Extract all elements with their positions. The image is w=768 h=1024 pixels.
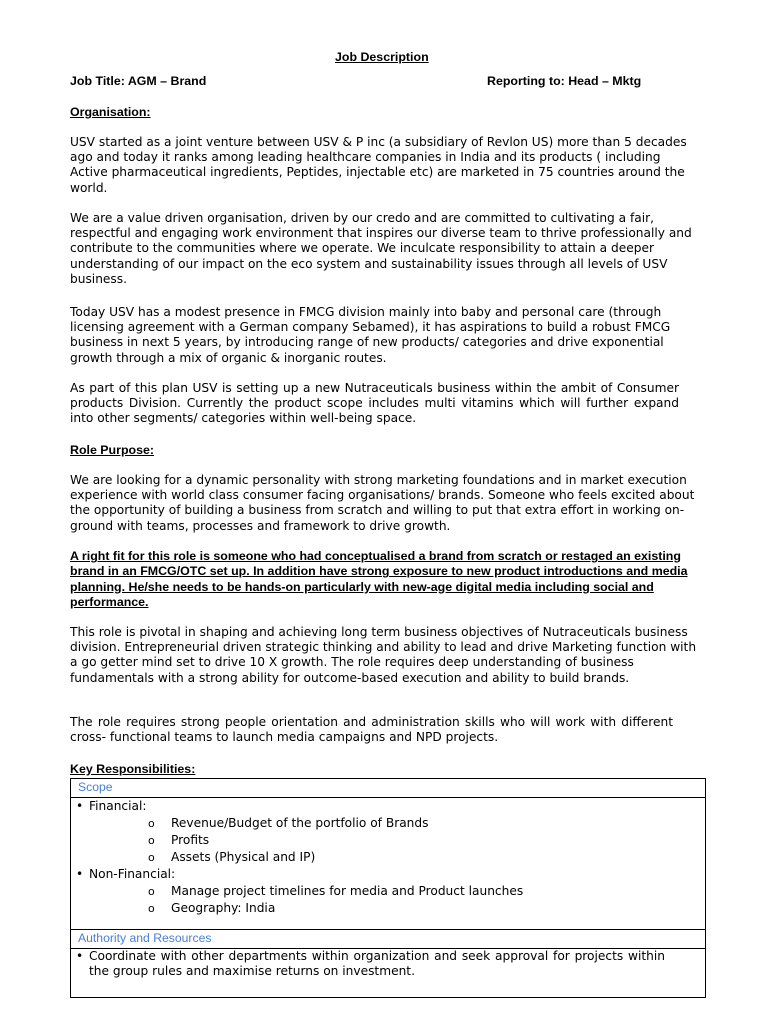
- role-purpose-paragraph-2: This role is pivotal in shaping and achieving long term business objectives of Nutraceuticals business division. Entrepreneurial driven strategic thinking and ability to lead and drive Marketing function with a go getter mind set to drive 10 X growth. The role requires deep understanding of business fundamentals with a strong ability for outcome-based execution and ability to build brands.: [70, 625, 697, 685]
- organisation-paragraph-4: As part of this plan USV is setting up a new Nutraceuticals business within the ambit of Consumer products Division. Currently the product scope includes multi vitamins which will further expand into other segments/ categories within well-being space.: [70, 381, 679, 426]
- role-purpose-heading: Role Purpose:: [70, 443, 154, 457]
- scope-cell: [71, 798, 706, 930]
- financial-label: • Financial:: [71, 798, 705, 815]
- key-responsibilities-heading: Key Responsibilities:: [70, 762, 196, 776]
- nonfinancial-item: o Geography: India: [71, 900, 705, 917]
- financial-item: o Profits: [71, 832, 705, 849]
- role-purpose-paragraph-1: We are looking for a dynamic personality with strong marketing foundations and in market execution experience with world class consumer facing organisations/ brands. Someone who feels excited about the opportunity of building a business from scratch and willing to put that extra effort in working on-ground with teams, processes and framework to drive growth.: [70, 473, 695, 533]
- responsibilities-table: [70, 778, 706, 998]
- financial-item: o Assets (Physical and IP): [71, 849, 705, 866]
- scope-header: Scope: [71, 779, 706, 798]
- authority-item: • Coordinate with other departments within organization and seek approval for projects within the group rules and maximise returns on investment.: [71, 949, 705, 979]
- financial-item: o Revenue/Budget of the portfolio of Brands: [71, 815, 705, 832]
- job-title: Job Title: AGM – Brand: [70, 74, 207, 88]
- nonfinancial-item: o Manage project timelines for media and Product launches: [71, 883, 705, 900]
- organisation-paragraph-2: We are a value driven organisation, driven by our credo and are committed to cultivating a fair, respectful and engaging work environment that inspires our diverse team to thrive professionally and contribute to the communities where we operate. We inculcate responsibility to attain a deeper understanding of our impact on the eco system and sustainability issues through all levels of USV business.: [70, 211, 692, 286]
- organisation-paragraph-3: Today USV has a modest presence in FMCG division mainly into baby and personal care (through licensing agreement with a German company Sebamed), it has aspirations to build a robust FMCG business in next 5 years, by introducing range of new products/ categories and drive exponential growth through a mix of organic & inorganic routes.: [70, 305, 671, 365]
- organisation-paragraph-1: USV started as a joint venture between USV & P inc (a subsidiary of Revlon US) more than 5 decades ago and today it ranks among leading healthcare companies in India and its products ( including Active pharmaceutical ingredients, Peptides, injectable etc) are marketed in 75 countries around the world.: [70, 135, 687, 195]
- organisation-heading: Organisation:: [70, 105, 151, 119]
- authority-cell: [71, 949, 706, 998]
- document-title: Job Description: [335, 50, 429, 64]
- authority-header: Authority and Resources: [71, 930, 706, 949]
- role-purpose-paragraph-3: The role requires strong people orientation and administration skills who will work with different cross- functional teams to launch media campaigns and NPD projects.: [70, 715, 673, 745]
- nonfinancial-label: • Non-Financial:: [71, 866, 705, 883]
- role-highlight: A right fit for this role is someone who had conceptualised a brand from scratch or restaged an existing brand in an FMCG/OTC set up. In addition have strong exposure to new product introductions and media planning. He/she needs to be hands-on particularly with new-age digital media including social and performance.: [70, 549, 688, 609]
- reporting-to: Reporting to: Head – Mktg: [487, 74, 642, 88]
